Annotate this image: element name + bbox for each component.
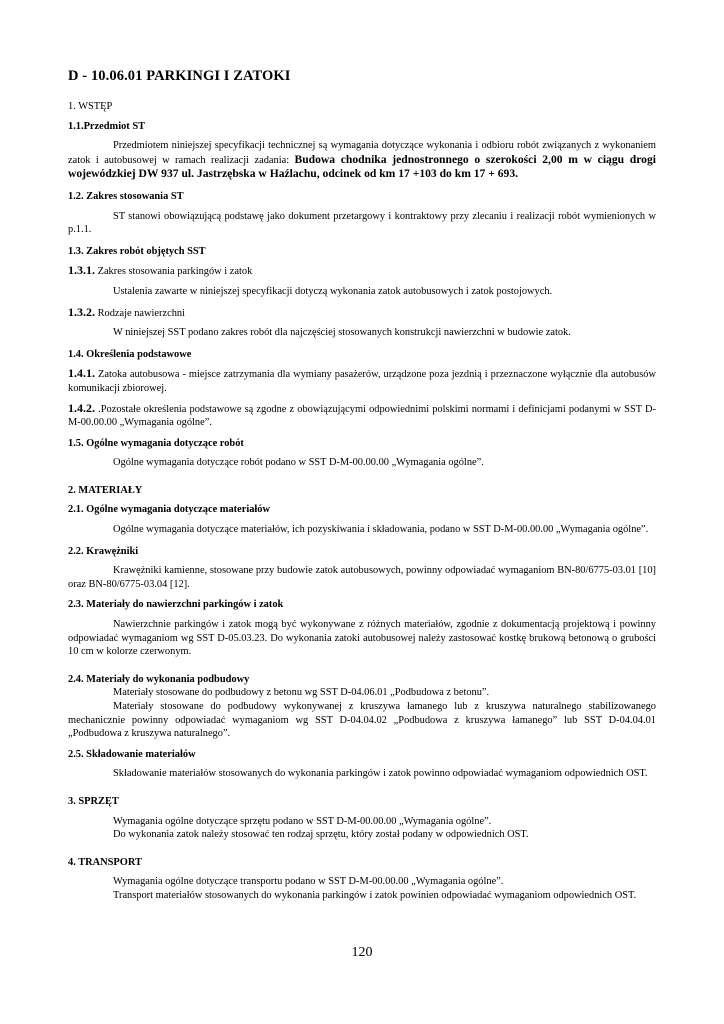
heading-2-1: 2.1. Ogólne wymagania dotyczące materiałów	[68, 504, 271, 516]
heading-1-3-2-number: 1.3.2.	[68, 304, 95, 319]
section-heading-2: 2. MATERIAŁY	[68, 484, 143, 496]
document-title: D - 10.06.01 PARKINGI I ZATOKI	[68, 68, 291, 84]
paragraph-1-4-2	[68, 402, 656, 430]
heading-1-3-1-number: 1.3.1.	[68, 263, 95, 278]
paragraph-1-3-1: Ustalenia zawarte w niniejszej specyfikacji dotyczą wykonania zatok autobusowych i zatok postojowych.	[113, 285, 553, 297]
paragraph-2-3: Nawierzchnie parkingów i zatok mogą być wykonywane z różnych materiałów, zgodnie z dokumentacją projektową i powinny odpowiadać wymaganiom wg SST D-05.03.23. Do wykonania zatoki autobusowej należy zastosować kostkę brukową betonową o grubości 10 cm w kolorze czerwonym.	[68, 619, 656, 658]
paragraph-1-1-text: Przedmiotem niniejszej specyfikacji technicznej są wymagania dotyczące wykonania i odbioru robót związanych z wykonaniem zatok i autobusowej w ramach realizacji zadania:	[68, 140, 656, 166]
paragraph-3-b: Do wykonania zatok należy stosować ten rodzaj sprzętu, który został podany w odpowiednich OST.	[113, 829, 529, 841]
paragraph-2-4-a: Materiały stosowane do podbudowy z betonu wg SST D-04.06.01 „Podbudowa z betonu”.	[113, 687, 490, 699]
section-heading-4: 4. TRANSPORT	[68, 856, 142, 868]
heading-1-3-1	[68, 264, 656, 279]
paragraph-4-a: Wymagania ogólne dotyczące transportu podano w SST D-M-00.00.00 „Wymagania ogólne”.	[113, 876, 504, 888]
heading-1-4: 1.4. Określenia podstawowe	[68, 348, 192, 360]
heading-1-5: 1.5. Ogólne wymagania dotyczące robót	[68, 437, 244, 449]
paragraph-1-4-2-number: 1.4.2.	[68, 400, 95, 415]
page-number: 120	[351, 945, 373, 960]
paragraph-1-4-2-text: .Pozostałe określenia podstawowe są zgodne z obowiązującymi odpowiednimi polskimi normami i definicjami podanymi w SST D-M-00.00.00 „Wymagania ogólne”.	[68, 403, 656, 429]
section-heading-1: 1. WSTĘP	[68, 101, 113, 112]
heading-1-3: 1.3. Zakres robót objętych SST	[68, 245, 206, 257]
paragraph-1-2: ST stanowi obowiązującą podstawę jako dokument przetargowy i kontraktowy przy zlecaniu i realizacji robót wymienionych w p.1.1.	[68, 210, 656, 236]
heading-1-1: 1.1.Przedmiot ST	[68, 120, 146, 132]
heading-1-3-1-title: Zakres stosowania parkingów i zatok	[95, 266, 253, 278]
paragraph-2-4-b: Materiały stosowane do podbudowy wykonywanej z kruszywa łamanego lub z kruszywa naturalnego stabilizowanego mechanicznie powinny odpowiadać wymaganiom wg SST D-04.04.02 „Podbudowa z kruszywa łamanego” lub SST D-04.04.01 „Podbudowa z kruszywa naturalnego”.	[68, 701, 656, 740]
section-heading-3: 3. SPRZĘT	[68, 795, 119, 807]
project-name: Budowa chodnika jednostronnego o szerokości 2,00 m w ciągu drogi wojewódzkiej DW 937 ul. Jastrzębska w Haźlachu, odcinek od km 17 +103 do km 17 + 693.	[68, 152, 656, 181]
heading-2-4: 2.4. Materiały do wykonania podbudowy	[68, 673, 250, 685]
heading-1-3-2-title: Rodzaje nawierzchni	[95, 307, 186, 319]
heading-2-5: 2.5. Składowanie materiałów	[68, 748, 196, 760]
document-body	[68, 100, 656, 903]
paragraph-3-a: Wymagania ogólne dotyczące sprzętu podano w SST D-M-00.00.00 „Wymagania ogólne”.	[113, 815, 492, 827]
paragraph-1-1	[68, 139, 656, 182]
paragraph-1-4-1	[68, 367, 656, 395]
paragraph-1-4-1-text: Zatoka autobusowa - miejsce zatrzymania dla wymiany pasażerów, urządzone poza jezdnią i przeznaczone wyłącznie dla autobusów komunikacji zbiorowej.	[68, 369, 656, 394]
heading-1-2: 1.2. Zakres stosowania ST	[68, 190, 184, 202]
paragraph-1-4-1-number: 1.4.1.	[68, 366, 95, 381]
paragraph-2-5: Składowanie materiałów stosowanych do wykonania parkingów i zatok powinno odpowiadać wymaganiom odpowiednich OST.	[113, 768, 648, 780]
paragraph-4-b: Transport materiałów stosowanych do wykonania parkingów i zatok powinien odpowiadać wymaganiom odpowiednich OST.	[113, 889, 637, 901]
heading-2-3: 2.3. Materiały do nawierzchni parkingów i zatok	[68, 599, 284, 611]
paragraph-2-1: Ogólne wymagania dotyczące materiałów, ich pozyskiwania i składowania, podano w SST D-M-00.00.00 „Wymagania ogólne”.	[113, 524, 649, 536]
paragraph-2-2: Krawężniki kamienne, stosowane przy budowie zatok autobusowych, powinny odpowiadać wymaganiom BN-80/6775-03.01 [10] oraz BN-80/6775-03.04 [12].	[68, 565, 656, 590]
paragraph-1-3-2: W niniejszej SST podano zakres robót dla najczęściej stosowanych konstrukcji nawierzchni w budowie zatok.	[113, 327, 571, 339]
heading-1-3-2	[68, 306, 656, 321]
paragraph-1-5: Ogólne wymagania dotyczące robót podano w SST D-M-00.00.00 „Wymagania ogólne”.	[113, 457, 484, 469]
heading-2-2: 2.2. Krawężniki	[68, 545, 139, 557]
